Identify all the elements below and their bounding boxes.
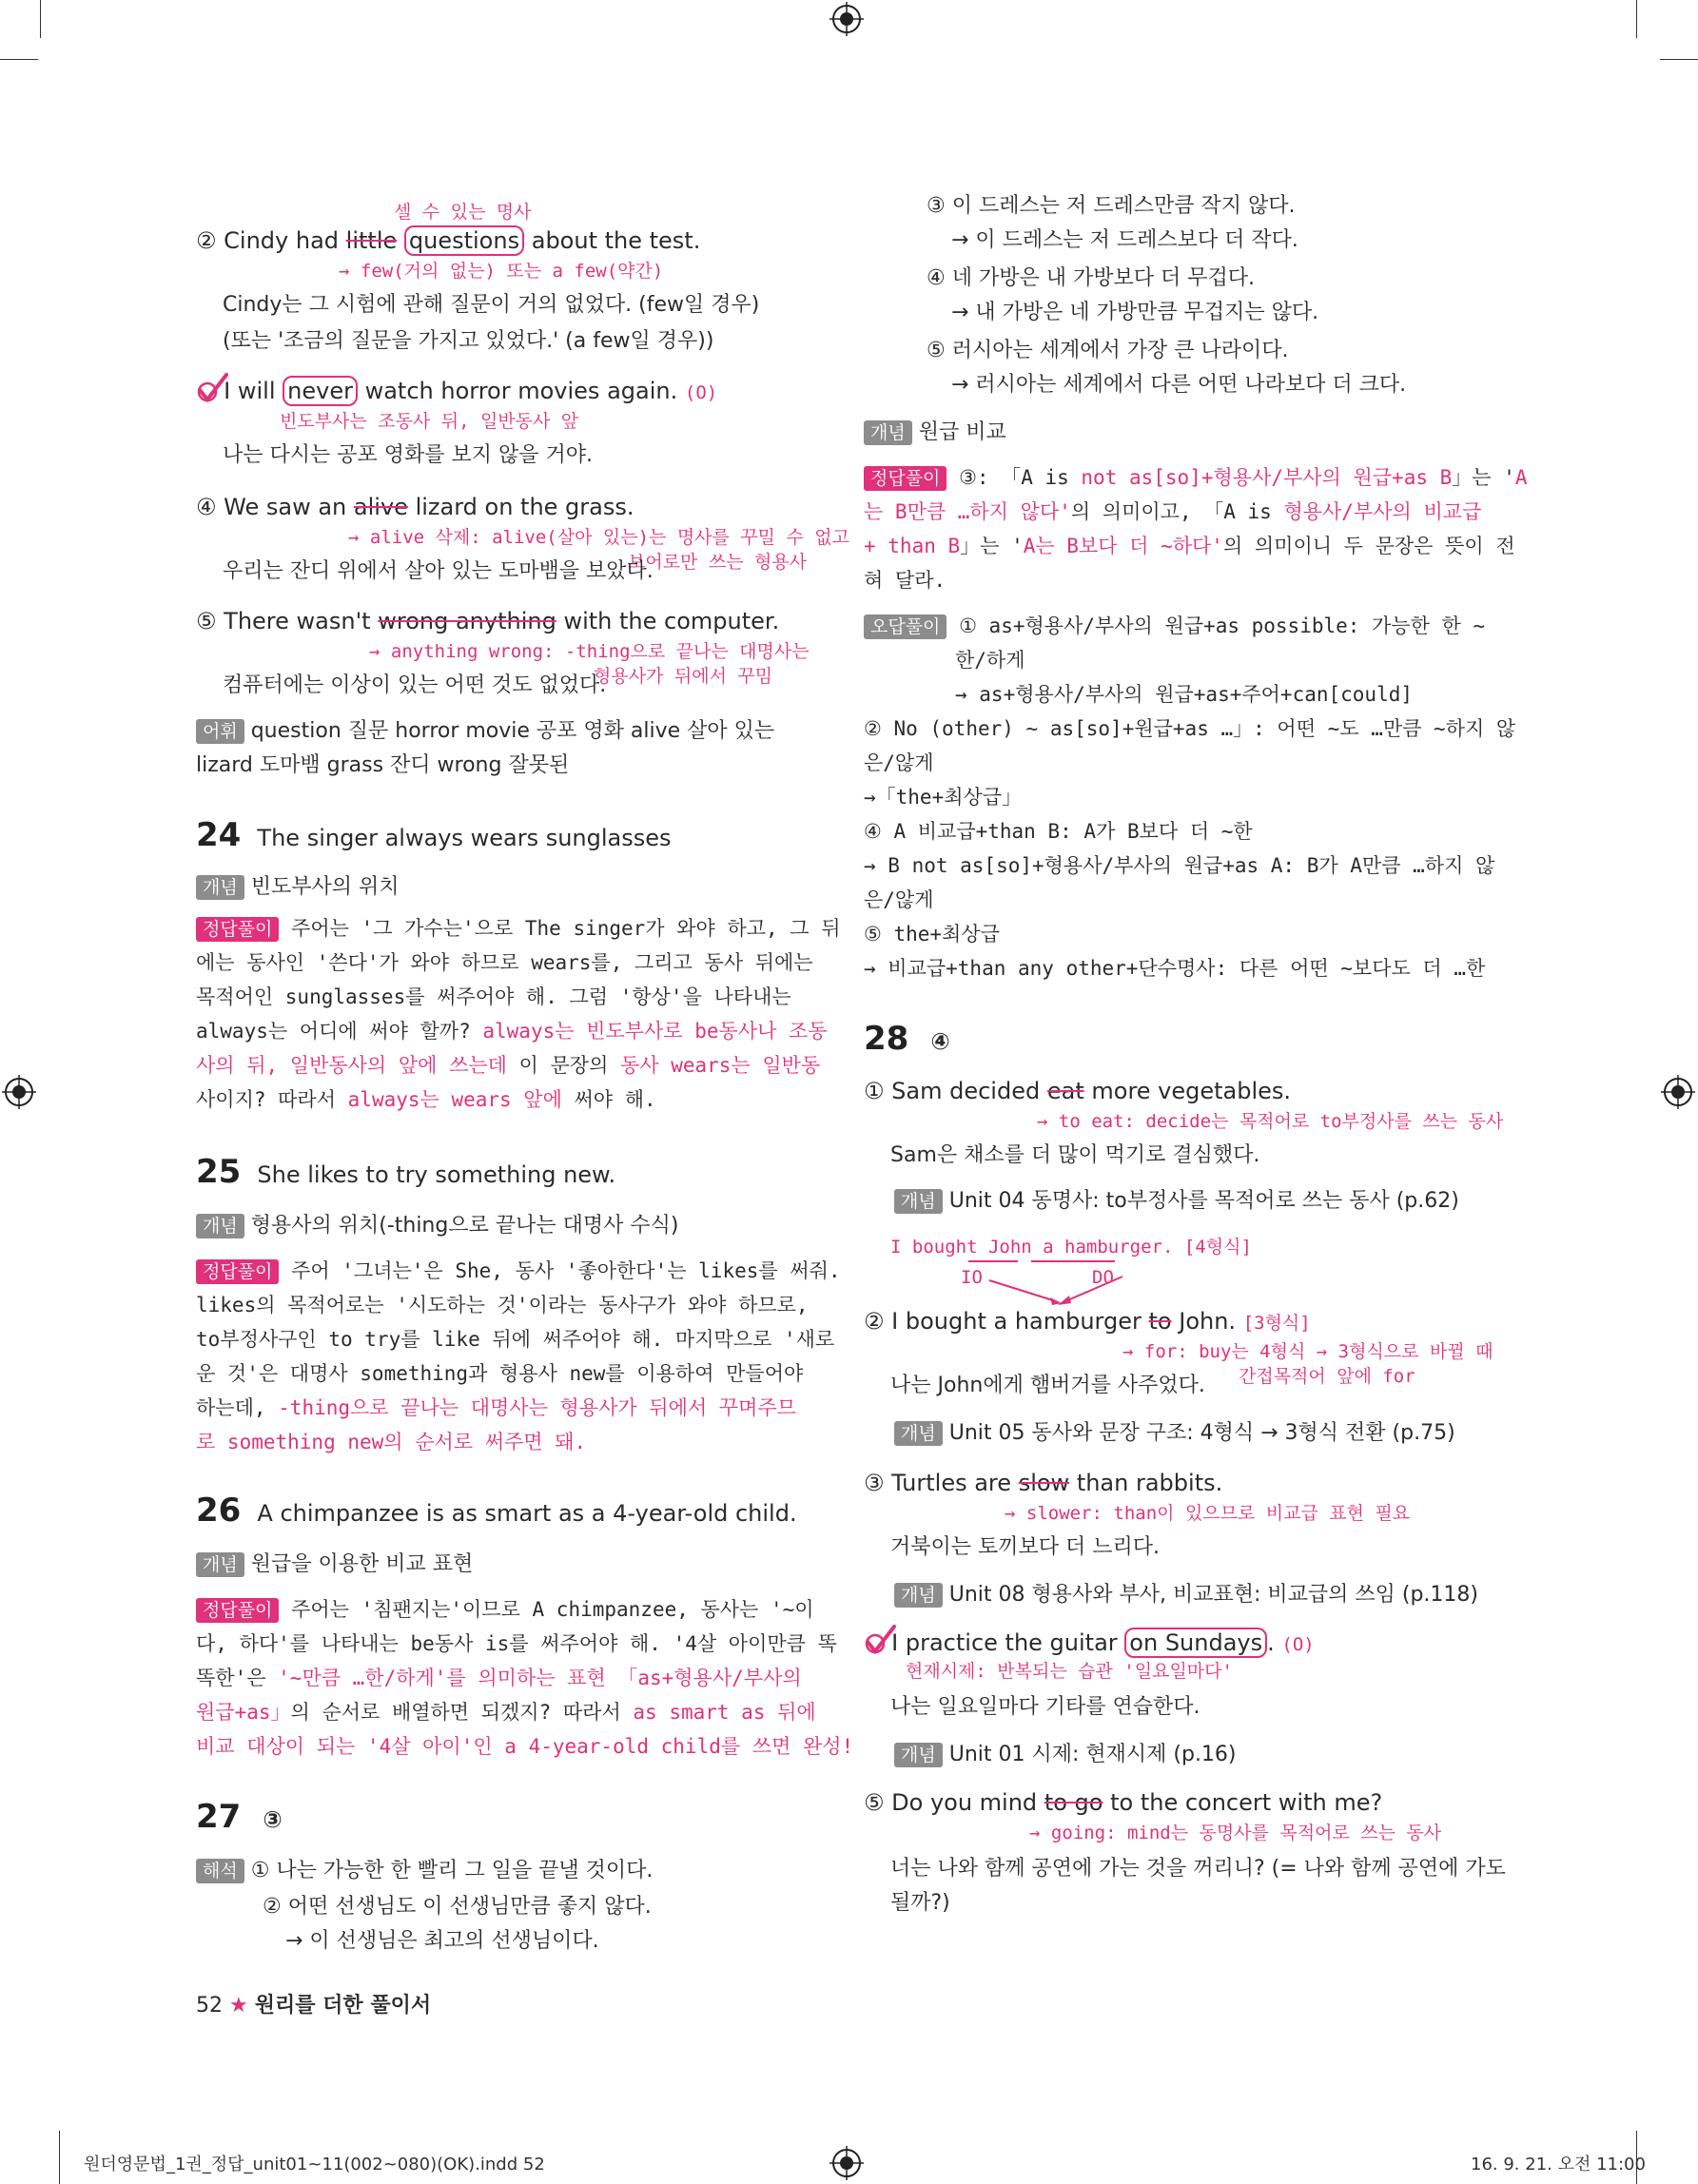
answer-text: The singer always wears sunglasses bbox=[257, 825, 672, 851]
registration-mark-icon bbox=[829, 2, 864, 36]
solution-line bbox=[196, 1391, 796, 1425]
struck-word: slow bbox=[1018, 1470, 1070, 1496]
sentence-text: We saw an bbox=[224, 494, 347, 520]
solution-text: 똑한'은 bbox=[196, 1667, 279, 1689]
annotation: 형용사가 뒤에서 꾸밈 bbox=[594, 666, 773, 687]
solution-line bbox=[196, 1048, 820, 1082]
translation-line: ② 어떤 선생님도 이 선생님만큼 좋지 않다. bbox=[263, 1895, 652, 1919]
solution-line: 비교 대상이 되는 '4살 아이'인 a 4-year-old child를 쓰면 완성! bbox=[196, 1735, 854, 1758]
concept-text: Unit 05 동사와 문장 구조: 4형식 → 3형식 전환 (p.75) bbox=[948, 1421, 1455, 1445]
wrong-answer-line: → as+형용사/부사의 원급+as+주어+can[could] bbox=[955, 683, 1414, 706]
answer-text: She likes to try something new. bbox=[257, 1161, 616, 1188]
wrong-answer-line: ② No (other) ~ as[so]+원급+as …」: 어떤 ~도 …만큼 ~하지 않 bbox=[864, 717, 1516, 740]
sentence-line bbox=[196, 605, 779, 637]
wrong-answer-line: 은/않게 bbox=[864, 751, 934, 774]
translation-line: ④ 네 가방은 내 가방보다 더 무겁다. bbox=[927, 266, 1255, 290]
translation-line: → 러시아는 세계에서 다른 어떤 나라보다 더 크다. bbox=[951, 373, 1407, 397]
wrong-answer-line: 한/하게 bbox=[955, 649, 1025, 672]
vocab-text: question 질문 horror movie 공포 영화 alive 살아 있는 bbox=[250, 719, 775, 743]
sentence-text: John. bbox=[1179, 1308, 1237, 1335]
highlight-text: 동사 wears는 일반동 bbox=[620, 1054, 821, 1077]
sentence-text: Cindy had bbox=[224, 227, 340, 254]
solution-text: 이 문장의 bbox=[518, 1054, 621, 1077]
translation: 나는 일요일마다 기타를 연습한다. bbox=[890, 1695, 1200, 1719]
solution-badge: 정답풀이 bbox=[196, 1259, 279, 1284]
translation-text: ① 나는 가능한 한 빨리 그 일을 끝낼 것이다. bbox=[250, 1859, 654, 1882]
answer-text: ④ bbox=[930, 1028, 950, 1055]
solution-line: 혀 달라. bbox=[864, 569, 947, 592]
annotation: 셀 수 있는 명사 bbox=[394, 202, 532, 223]
solution-badge: 정답풀이 bbox=[864, 466, 947, 491]
page-footer bbox=[196, 1990, 431, 2022]
correct-mark: (O) bbox=[684, 382, 718, 403]
sentence-text: about the test. bbox=[531, 227, 701, 254]
highlight-text: 형용사/부사의 비교급 bbox=[1283, 500, 1482, 523]
wrong-answer-line: 은/않게 bbox=[864, 888, 934, 911]
concept-text: 원급을 이용한 비교 표현 bbox=[250, 1552, 474, 1576]
registration-mark-icon bbox=[1661, 1075, 1695, 1109]
sentence-line bbox=[864, 1305, 1311, 1337]
solution-badge: 정답풀이 bbox=[196, 1598, 279, 1623]
highlight-text: -thing으로 끝나는 대명사는 형용사가 뒤에서 꾸며주므 bbox=[278, 1396, 796, 1419]
translation-line: → 내 가방은 네 가방만큼 무겁지는 않다. bbox=[951, 301, 1319, 324]
translation: 너는 나와 함께 공연에 가는 것을 꺼리니? (= 나와 함께 공연에 가도 bbox=[890, 1857, 1506, 1881]
concept-badge: 개념 bbox=[196, 1552, 244, 1577]
sentence-text: lizard on the grass. bbox=[415, 494, 634, 520]
item-number: ⑤ bbox=[196, 608, 217, 634]
sentence-text: with the computer. bbox=[563, 608, 780, 634]
question-number: 24 bbox=[196, 816, 242, 854]
sentence-line bbox=[864, 1467, 1222, 1499]
highlight-text: A bbox=[1514, 466, 1528, 489]
sentence-text: I practice the guitar bbox=[891, 1629, 1118, 1656]
concept-line bbox=[894, 1579, 1478, 1611]
sentence-text: Do you mind bbox=[891, 1789, 1038, 1816]
translation-line: → 이 드레스는 저 드레스보다 더 작다. bbox=[951, 228, 1298, 252]
concept-text: 원급 비교 bbox=[918, 420, 1006, 444]
registration-mark-icon bbox=[829, 2146, 864, 2180]
highlight-text: 는 B만큼 …하지 않다' bbox=[864, 500, 1071, 523]
solution-line bbox=[864, 460, 1528, 495]
circled-word: never bbox=[283, 376, 358, 406]
translation-line: ⑤ 러시아는 세계에서 가장 큰 나라이다. bbox=[927, 339, 1289, 362]
do-label: DO bbox=[1092, 1267, 1114, 1288]
translation: Cindy는 그 시험에 관해 질문이 거의 없었다. (few일 경우) bbox=[223, 293, 760, 317]
solution-line: 목적어인 sunglasses를 써주어야 해. 그럼 '항상'을 나타내는 bbox=[196, 985, 791, 1008]
solution-line bbox=[196, 1592, 814, 1627]
wrong-answer-line: → 비교급+than any other+단수명사: 다른 어떤 ~보다도 더 …한 bbox=[864, 957, 1486, 980]
page-number: 52 bbox=[196, 1994, 223, 2018]
solution-text: 」는 ' bbox=[1452, 466, 1515, 489]
solution-line bbox=[864, 529, 1515, 563]
concept-badge: 개념 bbox=[894, 1189, 943, 1214]
annotation: → going: mind는 동명사를 목적어로 쓰는 동사 bbox=[1029, 1823, 1442, 1843]
sentence-text: I will bbox=[224, 378, 276, 404]
translation-line bbox=[196, 1855, 653, 1887]
solution-line bbox=[864, 495, 1481, 529]
wrong-answer-line: ⑤ the+최상급 bbox=[864, 923, 1000, 946]
correct-mark: (O) bbox=[1281, 1634, 1315, 1655]
highlight-text: + than B bbox=[864, 535, 961, 557]
sentence-text: more vegetables. bbox=[1091, 1078, 1292, 1104]
sentence-text: I bought a hamburger bbox=[891, 1308, 1142, 1335]
io-label: IO bbox=[961, 1267, 983, 1288]
question-number: 27 bbox=[196, 1798, 242, 1836]
translation-badge: 해석 bbox=[196, 1859, 244, 1883]
annotation: → to eat: decide는 목적어로 to부정사를 쓰는 동사 bbox=[1037, 1111, 1504, 1132]
book-title: 원리를 더한 풀이서 bbox=[254, 1994, 432, 2018]
translation: 나는 다시는 공포 영화를 보지 않을 거야. bbox=[223, 443, 593, 467]
slug-date: 16. 9. 21. 오전 11:00 bbox=[1471, 2155, 1646, 2174]
annotation: 보어로만 쓰는 형용사 bbox=[628, 552, 808, 573]
solution-text: 하는데, bbox=[196, 1396, 279, 1419]
translation-line: → 이 선생님은 최고의 선생님이다. bbox=[285, 1929, 599, 1953]
annotation: 빈도부사는 조동사 뒤, 일반동사 앞 bbox=[280, 411, 579, 432]
wrong-answer-text: ① as+형용사/부사의 원급+as possible: 가능한 한 ~ bbox=[959, 614, 1486, 637]
sentence-line bbox=[864, 1786, 1382, 1819]
solution-text: 의 의미이고, 「A is bbox=[1070, 500, 1284, 523]
sentence-text: watch horror movies again. bbox=[364, 378, 678, 404]
sentence-line bbox=[864, 1627, 1315, 1659]
sentence-text: Sam decided bbox=[891, 1078, 1041, 1104]
solution-line: 다, 하다'를 나타내는 be동사 is를 써주어야 해. '4살 아이만큼 똑 bbox=[196, 1632, 837, 1655]
question-number: 25 bbox=[196, 1153, 242, 1191]
form-mark: [3형식] bbox=[1242, 1313, 1311, 1334]
concept-line bbox=[196, 1549, 473, 1581]
annotation: → anything wrong: -thing으로 끝나는 대명사는 bbox=[369, 641, 810, 662]
answer-text: ③ bbox=[263, 1806, 283, 1833]
solution-line bbox=[196, 1014, 828, 1048]
annotation: → slower: than이 있으므로 비교급 표현 필요 bbox=[1005, 1503, 1411, 1524]
highlight-text: '~만큼 …한/하게'를 의미하는 표현 「as+형용사/부사의 bbox=[278, 1667, 802, 1689]
struck-word: alive bbox=[353, 494, 408, 520]
vocab-line: lizard 도마뱀 grass 잔디 wrong 잘못된 bbox=[196, 753, 570, 777]
solution-text: 의 의미이니 두 문장은 뜻이 전 bbox=[1222, 535, 1515, 557]
solution-badge: 정답풀이 bbox=[196, 917, 279, 942]
solution-text: 써야 해. bbox=[561, 1088, 656, 1111]
arrow-diagram bbox=[951, 1256, 1161, 1309]
sentence-line bbox=[196, 491, 634, 523]
struck-word: to go bbox=[1044, 1789, 1103, 1816]
translation: 나는 John에게 햄버거를 사주었다. bbox=[890, 1374, 1205, 1397]
concept-badge: 개념 bbox=[196, 875, 244, 900]
concept-line bbox=[864, 417, 1006, 449]
item-number: ③ bbox=[864, 1470, 885, 1496]
solution-line bbox=[196, 1695, 816, 1729]
question-header bbox=[196, 1798, 283, 1836]
sentence-text: There wasn't bbox=[224, 608, 371, 634]
highlight-text: always는 빈도부사로 be동사나 조동 bbox=[482, 1020, 828, 1043]
crop-mark bbox=[1660, 59, 1698, 60]
solution-line bbox=[196, 1661, 802, 1695]
question-number: 28 bbox=[864, 1020, 909, 1058]
annotation: → few(거의 없는) 또는 a few(약간) bbox=[339, 261, 664, 282]
circled-word: on Sundays bbox=[1124, 1628, 1267, 1658]
concept-badge: 개념 bbox=[196, 1214, 244, 1238]
item-number: ② bbox=[196, 227, 217, 254]
sentence-line bbox=[196, 224, 700, 257]
wrong-answer-line: →「the+최상급」 bbox=[864, 786, 1023, 809]
sentence-text: than rabbits. bbox=[1076, 1470, 1223, 1496]
crop-mark bbox=[40, 0, 41, 38]
solution-line bbox=[196, 1082, 656, 1117]
star-icon: ★ bbox=[229, 1994, 248, 2018]
item-number: ④ bbox=[196, 494, 217, 520]
translation: 될까?) bbox=[890, 1891, 950, 1915]
solution-line: 에는 동사인 '쓴다'가 와야 하므로 wears를, 그리고 동사 뒤에는 bbox=[196, 951, 813, 974]
concept-line bbox=[196, 1210, 678, 1242]
crop-mark bbox=[1636, 0, 1637, 38]
concept-badge: 개념 bbox=[894, 1421, 943, 1446]
registration-mark-icon bbox=[2, 1075, 36, 1109]
concept-line bbox=[894, 1739, 1237, 1771]
concept-text: Unit 08 형용사와 부사, 비교표현: 비교급의 쓰임 (p.118) bbox=[948, 1583, 1479, 1607]
struck-word: eat bbox=[1046, 1078, 1084, 1104]
highlight-text: as smart as 뒤에 bbox=[633, 1701, 816, 1724]
sentence-text: Turtles are bbox=[891, 1470, 1012, 1496]
concept-text: 빈도부사의 위치 bbox=[250, 875, 400, 899]
item-number: ⑤ bbox=[864, 1789, 885, 1816]
solution-line: 운 것'은 대명사 something과 형용사 new를 이용하여 만들어야 bbox=[196, 1362, 804, 1385]
concept-line bbox=[894, 1417, 1455, 1450]
question-header bbox=[196, 816, 672, 854]
question-header bbox=[196, 1492, 797, 1530]
solution-text: 주어는 '그 가수는'으로 The singer가 와야 하고, 그 뒤 bbox=[291, 917, 841, 940]
solution-line bbox=[196, 1254, 841, 1288]
concept-text: Unit 01 시제: 현재시제 (p.16) bbox=[948, 1743, 1237, 1766]
item-number bbox=[196, 378, 217, 404]
item-number bbox=[864, 1629, 885, 1656]
solution-line bbox=[196, 911, 841, 946]
crop-mark bbox=[0, 59, 38, 60]
highlight-text: not as[so]+형용사/부사의 원급+as B bbox=[1081, 466, 1453, 489]
circled-word: questions bbox=[404, 225, 524, 256]
concept-line bbox=[894, 1185, 1459, 1218]
concept-badge: 개념 bbox=[894, 1583, 943, 1608]
sentence-text: . bbox=[1267, 1629, 1275, 1656]
highlight-text: always는 wears 앞에 bbox=[347, 1088, 562, 1111]
annotation: 간접목적어 앞에 for bbox=[1239, 1366, 1415, 1387]
concept-text: Unit 04 동명사: to부정사를 목적어로 쓰는 동사 (p.62) bbox=[948, 1189, 1459, 1213]
translation: 컴퓨터에는 이상이 있는 어떤 것도 없었다. bbox=[223, 673, 607, 697]
vocab-line bbox=[196, 715, 774, 748]
wrong-answer-line: ④ A 비교급+than B: A가 B보다 더 ~한 bbox=[864, 820, 1253, 843]
translation-line: ③ 이 드레스는 저 드레스만큼 작지 않다. bbox=[927, 194, 1296, 218]
item-number: ① bbox=[864, 1078, 885, 1104]
concept-badge: 개념 bbox=[894, 1743, 943, 1767]
highlight-text: 원급+as」 bbox=[196, 1701, 291, 1724]
solution-text: 사이지? 따라서 bbox=[196, 1088, 348, 1111]
sentence-text: to the concert with me? bbox=[1110, 1789, 1383, 1816]
question-header bbox=[196, 1153, 615, 1191]
solution-text: 의 순서로 배열하면 되겠지? 따라서 bbox=[290, 1701, 634, 1724]
crop-mark bbox=[59, 2131, 60, 2184]
annotation: → for: buy는 4형식 → 3형식으로 바뀔 때 bbox=[1122, 1341, 1493, 1362]
sentence-line bbox=[196, 375, 717, 407]
wrong-answer-line bbox=[864, 609, 1485, 643]
sentence-line bbox=[864, 1075, 1291, 1107]
highlight-text: A는 B보다 더 ~하다' bbox=[1023, 535, 1223, 557]
solution-text: 주어 '그녀는'은 She, 동사 '좋아한다'는 likes를 써줘. bbox=[291, 1259, 841, 1282]
struck-word: to bbox=[1148, 1308, 1172, 1335]
wrong-answer-line: → B not as[so]+형용사/부사의 원급+as A: B가 A만큼 …하지 않 bbox=[864, 854, 1495, 877]
solution-text: ③: 「A is bbox=[959, 466, 1082, 489]
translation: (또는 '조금의 질문을 가지고 있었다.' (a few일 경우)) bbox=[223, 329, 714, 353]
question-number: 26 bbox=[196, 1492, 242, 1530]
vocab-badge: 어휘 bbox=[196, 719, 244, 744]
wrong-answer-badge: 오답풀이 bbox=[864, 614, 947, 639]
solution-line: likes의 목적어로는 '시도하는 것'이라는 동사구가 와야 하므로, bbox=[196, 1294, 809, 1316]
annotation: 현재시제: 반복되는 습관 '일요일마다' bbox=[906, 1661, 1233, 1682]
solution-line: 로 something new의 순서로 써주면 돼. bbox=[196, 1431, 587, 1453]
translation: 거북이는 토끼보다 더 느리다. bbox=[890, 1535, 1160, 1559]
solution-text: always는 어디에 써야 할까? bbox=[196, 1020, 483, 1043]
question-header bbox=[864, 1020, 950, 1058]
highlight-text: 사의 뒤, 일반동사의 앞에 쓰는데 bbox=[196, 1054, 519, 1077]
item-number: ② bbox=[864, 1308, 885, 1335]
annotation: → alive 삭제: alive(살아 있는)는 명사를 꾸밀 수 없고 bbox=[348, 527, 849, 548]
concept-badge: 개념 bbox=[864, 420, 912, 445]
solution-text: 주어는 '침팬지는'이므로 A chimpanzee, 동사는 '~이 bbox=[291, 1598, 814, 1621]
struck-word: wrong anything bbox=[378, 608, 556, 634]
solution-line: to부정사구인 to try를 like 뒤에 써주어야 해. 마지막으로 '새로 bbox=[196, 1328, 835, 1351]
solution-text: 」는 ' bbox=[960, 535, 1024, 557]
struck-word: little bbox=[345, 227, 398, 254]
translation: Sam은 채소를 더 많이 먹기로 결심했다. bbox=[890, 1143, 1260, 1167]
slug-filename: 원더영문법_1권_정답_unit01~11(002~080)(OK).indd 52 bbox=[84, 2155, 545, 2174]
annotation: I bought John a hamburger. [4형식] bbox=[890, 1237, 1252, 1258]
answer-text: A chimpanzee is as smart as a 4-year-old child. bbox=[257, 1500, 797, 1527]
concept-line bbox=[196, 871, 399, 904]
concept-text: 형용사의 위치(-thing으로 끝나는 대명사 수식) bbox=[250, 1214, 679, 1238]
translation: 우리는 잔디 위에서 살아 있는 도마뱀을 보았다. bbox=[223, 559, 654, 583]
